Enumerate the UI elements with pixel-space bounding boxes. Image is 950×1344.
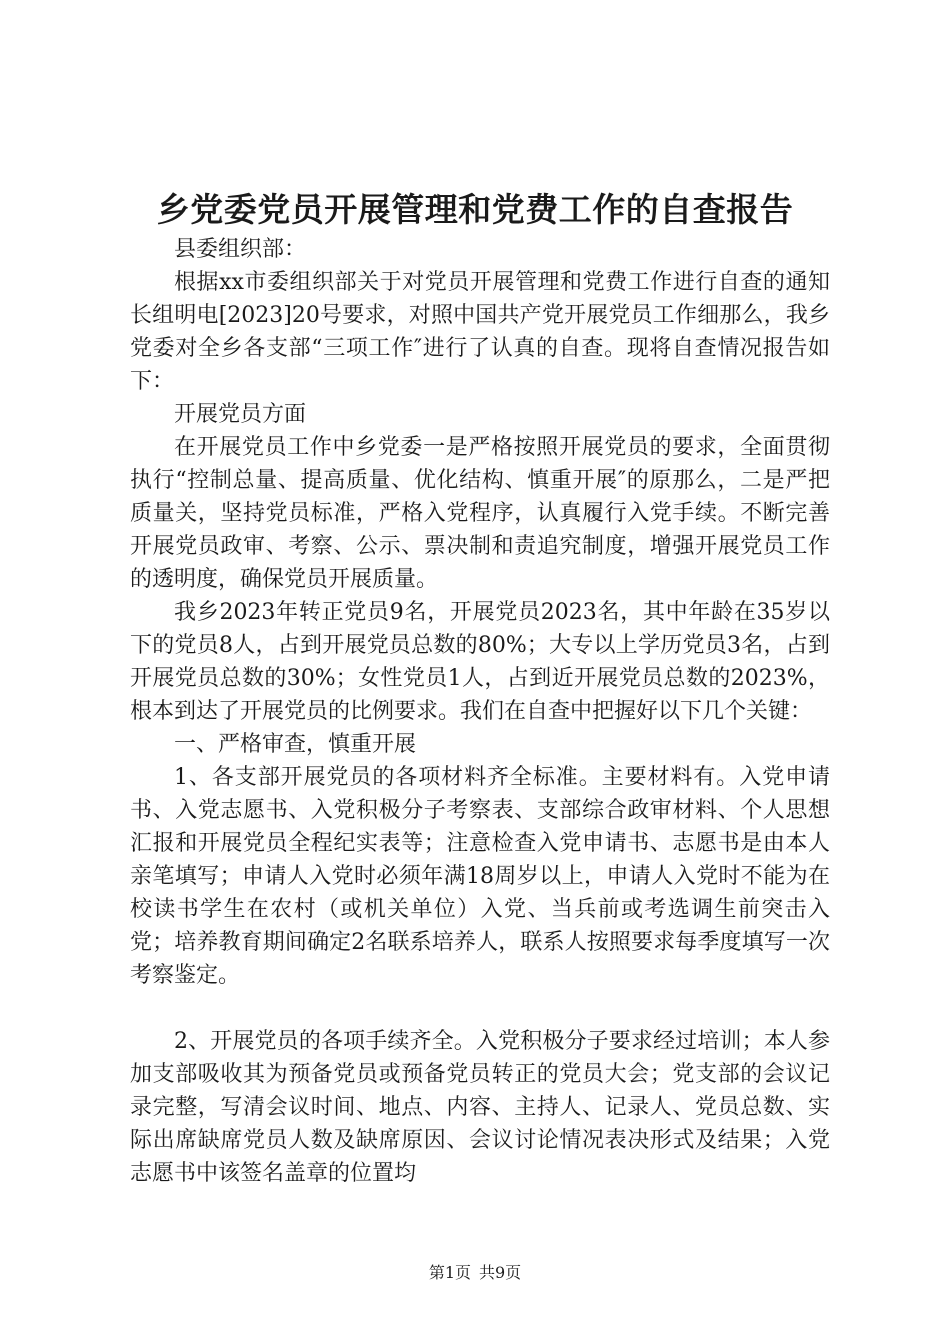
page-total: 共9页 [479, 1263, 522, 1282]
body-paragraph: 我乡2023年转正党员9名，开展党员2023名，其中年龄在35岁以下的党员8人，占到开展党员总数的80%；大专以上学历党员3名，占到开展党员总数的30%；女性党员1人，占到近开展党员总数的2023%，根本到达了开展党员的比例要求。我们在自查中把握好以下几个关键： [130, 600, 830, 724]
body-paragraph: 2、开展党员的各项手续齐全。入党积极分子要求经过培训；本人参加支部吸收其为预备党员或预备党员转正的党员大会；党支部的会议记录完整，写清会议时间、地点、内容、主持人、记录人、党员总数、实际出席缺席党员人数及缺席原因、会议讨论情况表决形式及结果；入党志愿书中该签名盖章的位置均 [130, 1029, 830, 1186]
document-title: 乡党委党员开展管理和党费工作的自查报告 [156, 190, 794, 229]
document-body [130, 233, 830, 1190]
page-number: 第1页 [428, 1263, 471, 1282]
body-paragraph: 1、各支部开展党员的各项材料齐全标准。主要材料有。入党申请书、入党志愿书、入党积极分子考察表、支部综合政审材料、个人思想汇报和开展党员全程纪实表等；注意检查入党申请书、志愿书是由本人亲笔填写；申请人入党时必须年满18周岁以上，申请人入党时不能为在校读书学生在农村（或机关单位）入党、当兵前或考选调生前突击入党；培养教育期间确定2名联系培养人，联系人按照要求每季度填写一次考察鉴定。 [130, 765, 830, 988]
page-footer [0, 1262, 950, 1284]
body-paragraph: 根据xx市委组织部关于对党员开展管理和党费工作进行自查的通知长组明电[2023]20号要求，对照中国共产党开展党员工作细那么，我乡党委对全乡各支部“三项工作″进行了认真的自查。现将自查情况报告如下： [130, 270, 830, 394]
salutation: 县委组织部： [174, 237, 307, 262]
section-heading: 一、严格审查，慎重开展 [174, 732, 417, 757]
section-heading: 开展党员方面 [174, 402, 307, 427]
body-paragraph: 在开展党员工作中乡党委一是严格按照开展党员的要求，全面贯彻执行“控制总量、提高质量、优化结构、慎重开展″的原那么，二是严把质量关，坚持党员标准，严格入党程序，认真履行入党手续。不断完善开展党员政审、考察、公示、票决制和责追究制度，增强开展党员工作的透明度，确保党员开展质量。 [130, 435, 830, 592]
